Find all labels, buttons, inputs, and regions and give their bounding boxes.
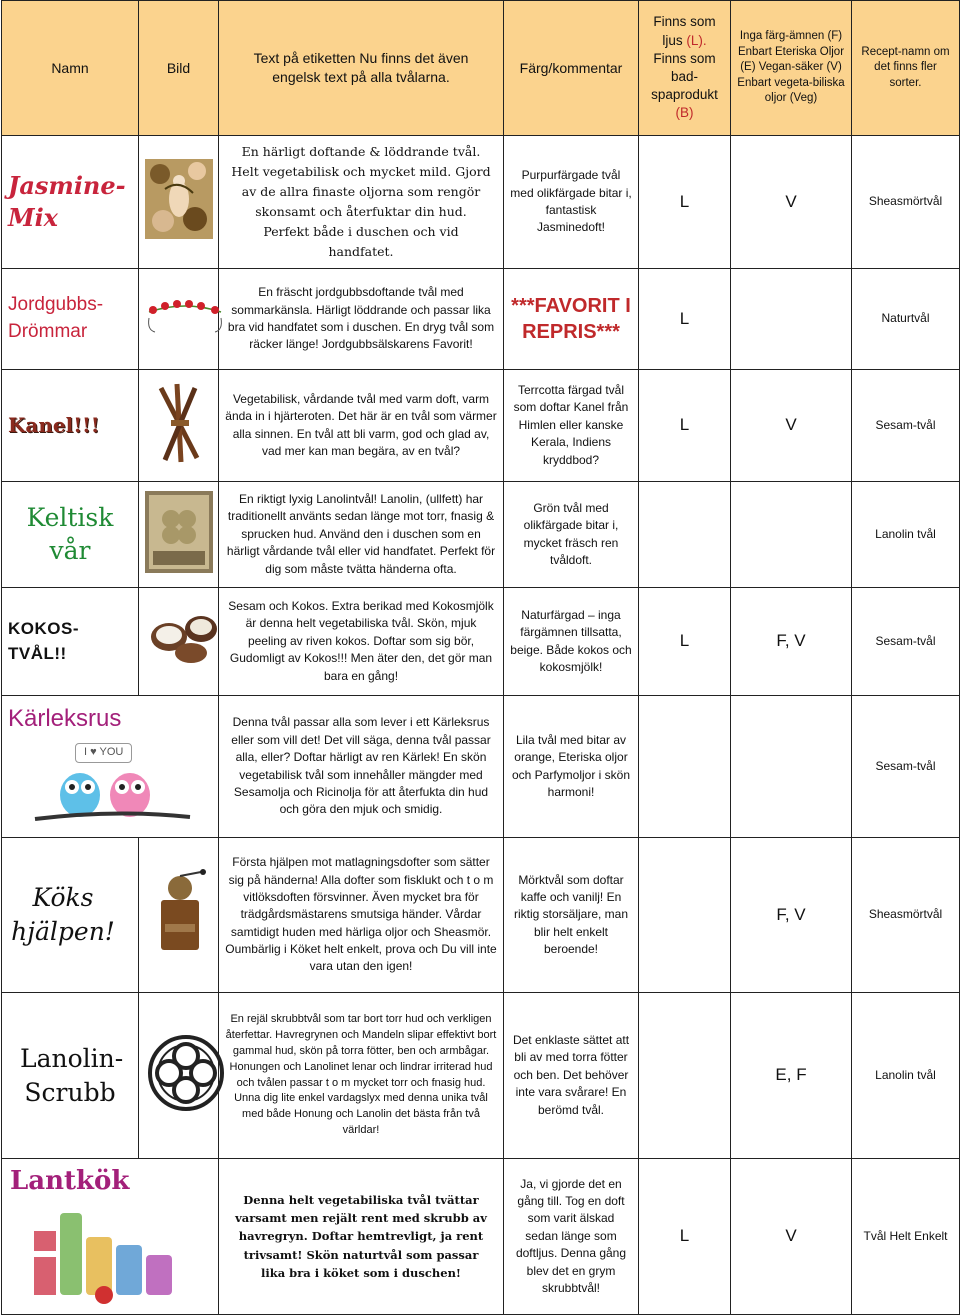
product-table (1, 0, 960, 1315)
header-ljus (639, 1, 731, 136)
owls-icon (25, 743, 195, 825)
product-color: Terrcotta färgad tvål som doftar Kanel från Himlen eller kanske Kerala, Indiens kryddbod? (504, 370, 639, 482)
product-ljus: L (639, 136, 731, 269)
product-name: Keltisk vår (26, 503, 114, 565)
header-inga: Inga färg-ämnen (F) Enbart Eteriska Oljor (E) Vegan-säker (V) Enbart vegeta-biliska oljor (Veg) (731, 1, 852, 136)
country-kitchen-jars-picture (30, 1201, 180, 1305)
product-recept: Lanolin tvål (852, 993, 960, 1159)
product-recept: Sheasmörtvål (852, 136, 960, 269)
product-inga: F, V (731, 838, 852, 993)
product-image (139, 993, 219, 1159)
product-text: Denna tvål passar alla som lever i ett Kärleksrus eller som vill det! Det vill säga, denna tvål passar alla, eller? Doftar härligt av ren Kärlek! En skön vegetabilisk tvål som innehåller mängder med Sesamolja och Ricinolja för att återfukta din hud och göra den mjuk och smidig. (219, 696, 504, 838)
product-image (139, 482, 219, 588)
product-color: Naturfärgad – inga färgämnen tillsatta, beige. Både kokos och kokosmjölk! (504, 588, 639, 696)
product-recept: Lanolin tvål (852, 482, 960, 588)
product-ljus (639, 482, 731, 588)
header-recept: Recept-namn om det finns fler sorter. (852, 1, 960, 136)
product-recept: Sheasmörtvål (852, 838, 960, 993)
product-inga: V (731, 136, 852, 269)
header-ljus-bb: (B) (675, 105, 694, 121)
product-ljus: L (639, 269, 731, 370)
product-name: Jordgubbs-Drömmar (8, 294, 104, 342)
product-ljus (639, 838, 731, 993)
header-text: Text på etiketten Nu finns det även engelsk text på alla tvålarna. (219, 1, 504, 136)
product-ljus: L (639, 370, 731, 482)
product-text: En fräscht jordgubbsdoftande tvål med sommarkänsla. Härligt löddrande och passar lika bra vid handfatet som i duschen. En dryg tvål som räcker länge! Jordgubbsälskarens Favorit! (219, 269, 504, 370)
product-image (139, 136, 219, 269)
product-text: Första hjälpen mot matlagningsdofter som sätter sig på händerna! Alla dofter som fisklukt och t o m vitlöksdoften försvinner. Även mycket bra för trädgårdsmästarens smutsiga händer. Vårdar samtidigt huden med härliga oljor och Sheasmör. Oumbärlig i Köket helt enkelt, prova och Du vill inte vara utan den igen! (219, 838, 504, 993)
table-row (2, 370, 960, 482)
product-name: KOKOS-TVÅL!! (8, 618, 79, 663)
product-recept: Naturtvål (852, 269, 960, 370)
product-recept: Tvål Helt Enkelt (852, 1159, 960, 1315)
product-text: En rejäl skrubbtvål som tar bort torr hud och verkligen återfettar. Havregrynen och Mandeln slipar effektivt bort gammal hud, skön på torra fötter, ben och armbågar. Honungen och Lanolinet lenar och lindrar irriterad hud och tvålen passar t o m mycket torr och fnasig hud. Unna dig lite enkel vardagslyx med denna unika tvål med både Honung och Lanolin det bästa från två världar! (219, 993, 504, 1159)
product-image (139, 269, 219, 370)
product-image (139, 370, 219, 482)
product-ljus: L (639, 588, 731, 696)
celtic-knot-picture (145, 1032, 227, 1114)
product-image (139, 838, 219, 993)
coffee-grinder-picture (145, 866, 215, 958)
product-inga (731, 482, 852, 588)
product-text: Vegetabilisk, vårdande tvål med varm doft, varm ända in i hjärteroten. Det här är en tvål som värmer alla sinnen. En tvål att bli varm, god och glad av, vad mer kan man begära, av en tvål? (219, 370, 504, 482)
product-inga: V (731, 370, 852, 482)
flower-fairy-picture (145, 159, 213, 239)
product-name: Köks hjälpen! (11, 883, 115, 946)
table-row (2, 838, 960, 993)
header-bild: Bild (139, 1, 219, 136)
product-text: Denna helt vegetabiliska tvål tvättar varsamt men rejält rent med skrubb av havregryn. Doftar hemtrevligt, ja rent trivsamt! Skön naturtvål som passar lika bra i köket som i duschen! (219, 1159, 504, 1315)
product-color: Purpurfärgade tvål med olikfärgade bitar i, fantastisk Jasminedoft! (504, 136, 639, 269)
product-recept: Sesam-tvål (852, 370, 960, 482)
header-farg: Färg/kommentar (504, 1, 639, 136)
product-ljus (639, 993, 731, 1159)
product-text: En riktigt lyxig Lanolintvål! Lanolin, (ullfett) har traditionellt använts sedan länge mot torr, fnasig & sprucken hud. Använd den i duschen som en härligt vårdande tvål eller vid handfatet. Perfekt för dig som måste tvätta händerna ofta. (219, 482, 504, 588)
table-row (2, 482, 960, 588)
celtic-clover-tile-picture (145, 491, 213, 573)
i-love-you-sign: I ♥ YOU (75, 743, 132, 763)
product-color: Mörktvål som doftar kaffe och vanilj! En riktig storsäljare, man blir helt enkelt beroende! (504, 838, 639, 993)
product-name: Jasmine-Mix (8, 170, 126, 232)
product-inga (731, 696, 852, 838)
product-inga: F, V (731, 588, 852, 696)
table-row (2, 588, 960, 696)
table-row (2, 993, 960, 1159)
table-row (2, 1159, 960, 1315)
header-row (2, 1, 960, 136)
product-color: Lila tvål med bitar av orange, Eteriska oljor och Parfymoljor i skön harmoni! (504, 696, 639, 838)
product-name: Kanel!!! (8, 413, 100, 437)
header-ljus-b: Finns som bad-spaprodukt (651, 50, 718, 103)
product-color: Grön tvål med olikfärgade bitar i, mycket fräsch ren tvåldoft. (504, 482, 639, 588)
cinnamon-sticks-picture (147, 378, 211, 468)
product-text: Sesam och Kokos. Extra berikad med Kokosmjölk är denna helt vegetabiliska tvål. Skön, mjuk peeling av riven kokos. Doftar som sig bör, Gudomligt av Kokos!!! Men äter den, det gör man bara en gång! (219, 588, 504, 696)
table-row (2, 136, 960, 269)
product-image (8, 743, 212, 830)
header-ljus-a: Finns som ljus (653, 14, 716, 48)
product-inga: E, F (731, 993, 852, 1159)
table-row (2, 269, 960, 370)
product-ljus (639, 696, 731, 838)
product-name: Lantkök (10, 1166, 130, 1196)
coconut-halves-picture (145, 611, 223, 667)
product-recept: Sesam-tvål (852, 696, 960, 838)
product-image (139, 588, 219, 696)
product-name: Kärleksrus (8, 705, 122, 732)
header-namn: Namn (2, 1, 139, 136)
product-ljus: L (639, 1159, 731, 1315)
product-inga (731, 269, 852, 370)
strawberry-border-picture (145, 294, 225, 338)
product-inga: V (731, 1159, 852, 1315)
product-color: ***FAVORIT I REPRIS*** (504, 269, 639, 370)
table-row (2, 696, 960, 838)
header-ljus-l: (L). (686, 32, 707, 48)
product-image (30, 1201, 210, 1310)
product-text: En härligt doftande & löddrande tvål. Helt vegetabilisk och mycket mild. Gjord av de allra finaste oljorna som rengör skonsamt och återfuktar din hud. Perfekt både i duschen och vid handfatet. (219, 136, 504, 269)
owls-love-picture (25, 743, 195, 825)
product-name: Lanolin-Scrubb (20, 1043, 124, 1107)
product-color: Det enklaste sättet att bli av med torra fötter och ben. Det behöver inte vara svårare! En berömd tvål. (504, 993, 639, 1159)
product-color: Ja, vi gjorde det en gång till. Tog en doft som varit älskad sedan länge som doftljus. Denna gång blev det en grym skrubbtvål! (504, 1159, 639, 1315)
product-recept: Sesam-tvål (852, 588, 960, 696)
